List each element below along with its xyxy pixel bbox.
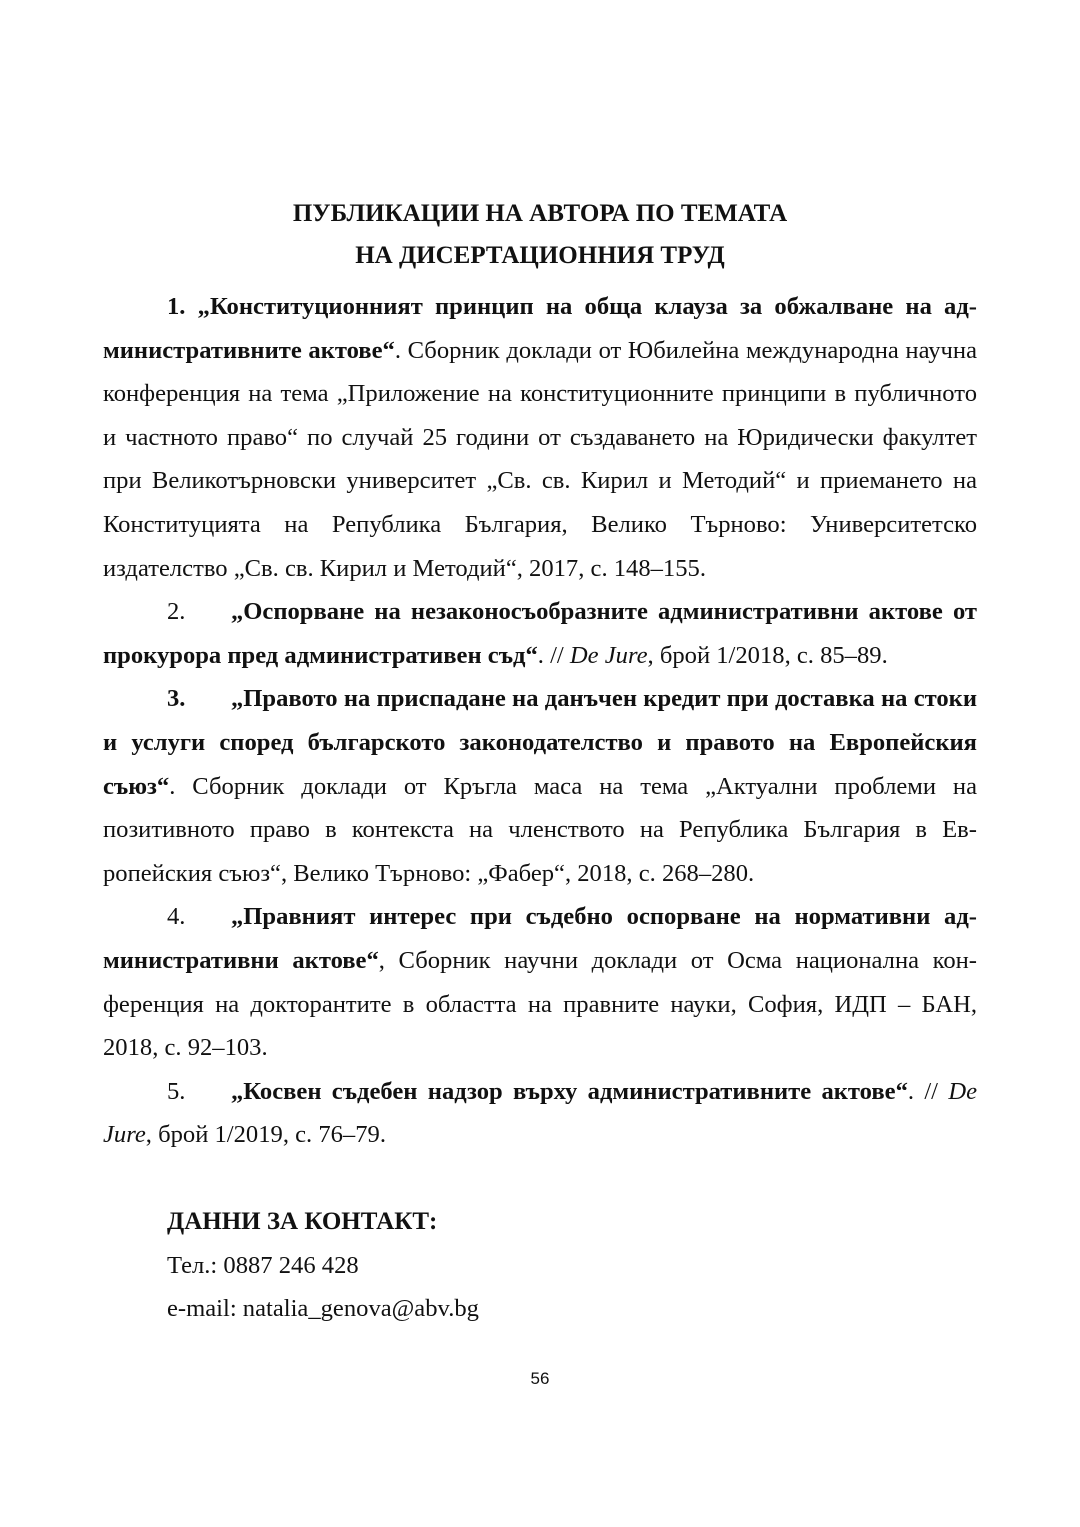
publication-number: 5. bbox=[167, 1077, 186, 1105]
section-heading-line-1: ПУБЛИКАЦИИ НА АВТОРА ПО ТЕМАТА bbox=[292, 200, 788, 227]
page-number: 56 bbox=[530, 1369, 550, 1388]
publication-journal: De Jure bbox=[103, 1077, 977, 1149]
contact-phone: Тел.: 0887 246 428 bbox=[167, 1251, 359, 1279]
section-heading-line-2: НА ДИСЕРТАЦИОННИЯ ТРУД bbox=[355, 242, 725, 269]
publication-item-3 bbox=[103, 677, 977, 895]
contact-email: e-mail: natalia_genova@abv.bg bbox=[167, 1295, 479, 1323]
publication-item-5 bbox=[103, 1070, 977, 1157]
publication-item-2 bbox=[103, 590, 977, 677]
publication-number: 1. bbox=[167, 293, 186, 320]
publication-number: 2. bbox=[167, 598, 186, 626]
publication-separator: . // bbox=[907, 1077, 949, 1105]
publication-journal: De Jure bbox=[569, 641, 648, 669]
publication-title: „Конституционният принцип на обща клауза за обжалване на административните актове“ bbox=[103, 293, 977, 364]
publication-number: 4. bbox=[167, 903, 186, 931]
publication-number: 3. bbox=[167, 685, 186, 713]
publication-details: . Сборник доклади от Кръгла маса на тема „Актуални проблеми на позитивното право в контекста на членството на Република България в Европейския съюз“, Велико Търново: „Фабер“, 2018, с. 268–280. bbox=[103, 772, 977, 887]
publication-title: „Правото на приспадане на данъчен кредит при доставка на стоки и услуги според българското законодателство и правото на Европейския съюз“ bbox=[103, 685, 977, 800]
contact-title: ДАННИ ЗА КОНТАКТ: bbox=[167, 1208, 438, 1235]
contact-section bbox=[167, 1200, 479, 1331]
publication-title: „Косвен съдебен надзор върху административните актове“ bbox=[231, 1077, 908, 1105]
publication-list bbox=[103, 285, 977, 1157]
publication-item-4 bbox=[103, 895, 977, 1069]
publication-title: „Оспорване на незаконосъобразните административни актове от прокурора пред административен съд“ bbox=[103, 598, 977, 669]
publication-details: . Сборник доклади от Юбилейна международна научна конференция на тема „Приложение на конституционните принципи в публичното и частното право“ по случай 25 години от създаването на Юридически факултет при Великотърновски университет „Св. св. Кирил и Методий“ и приемането на Конституцията на Република България, Велико Търново: Университетско издателство „Св. св. Кирил и Методий“, 2017, с. 148–155. bbox=[103, 336, 977, 582]
publication-details: , брой 1/2019, с. 76–79. bbox=[145, 1121, 386, 1149]
publication-item-1 bbox=[103, 285, 977, 590]
publication-details: , Сборник научни доклади от Осма национална конференция на докторантите в областта на правните науки, София, ИДП – БАН, 2018, с. 92–103. bbox=[103, 946, 977, 1062]
publication-details: , брой 1/2018, с. 85–89. bbox=[647, 641, 888, 669]
publication-separator: . // bbox=[537, 641, 570, 669]
publication-title: „Правният интерес при съдебно оспорване на нормативни административни актове“ bbox=[103, 903, 977, 974]
